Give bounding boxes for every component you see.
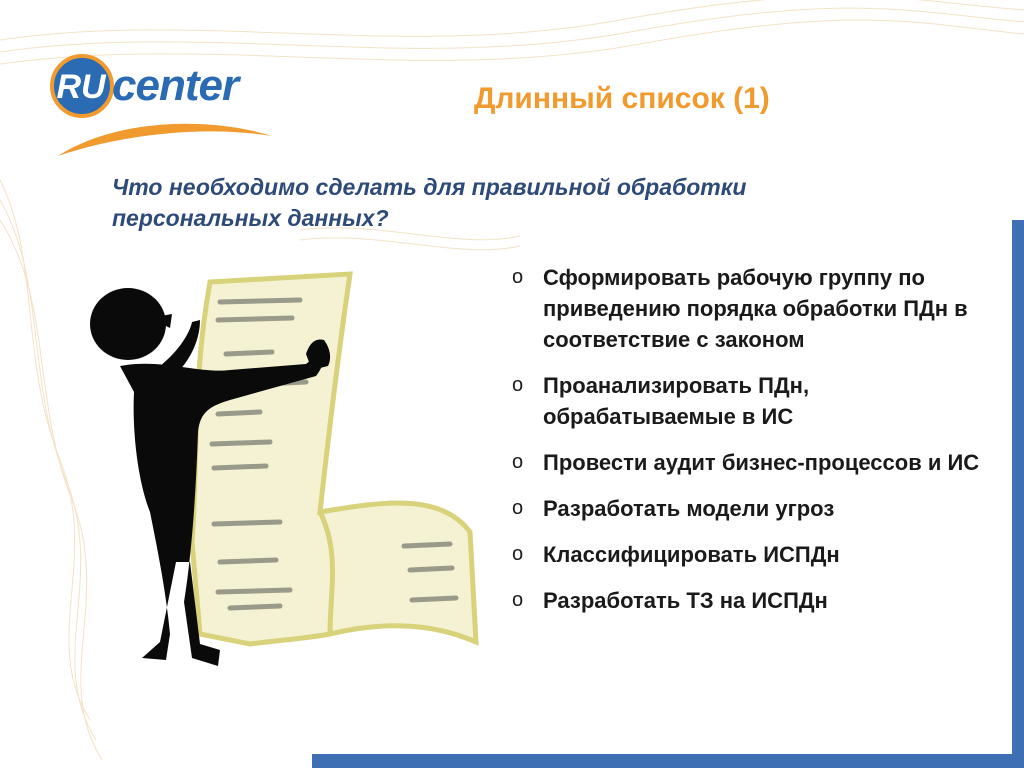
list-item	[512, 493, 1002, 524]
logo-center-text: center	[112, 61, 239, 110]
list-item-text: Провести аудит бизнес-процессов и ИС	[543, 450, 980, 475]
list-item	[512, 447, 1002, 478]
list-item-text: Сформировать рабочую группу по приведению порядка обработки ПДн в соответствие с законом	[543, 265, 968, 352]
bullet-list	[512, 262, 1002, 631]
slide-subtitle: Что необходимо сделать для правильной обработки персональных данных?	[112, 174, 747, 231]
list-item	[512, 585, 1002, 616]
bullet-marker: o	[512, 451, 524, 473]
logo-ru-text: RU	[56, 68, 106, 106]
bullet-marker: o	[512, 374, 524, 396]
list-item	[512, 262, 1002, 355]
bullet-marker: o	[512, 497, 524, 519]
list-item	[512, 370, 1002, 432]
bullet-marker: o	[512, 589, 524, 611]
list-item-text: Разработать ТЗ на ИСПДн	[543, 588, 828, 613]
bullet-marker: o	[512, 266, 524, 288]
bullet-marker: o	[512, 543, 524, 565]
list-item	[512, 539, 1002, 570]
list-item-text: Классифицировать ИСПДн	[543, 542, 840, 567]
frame-bottom-bar	[312, 754, 1024, 768]
list-item-text: Разработать модели угроз	[543, 496, 835, 521]
frame-right-bar	[1012, 220, 1024, 768]
list-item-text: Проанализировать ПДн, обрабатываемые в ИС	[543, 373, 810, 429]
slide-title: Длинный список (1)	[474, 82, 770, 115]
person-reading-scroll-icon	[80, 262, 490, 682]
